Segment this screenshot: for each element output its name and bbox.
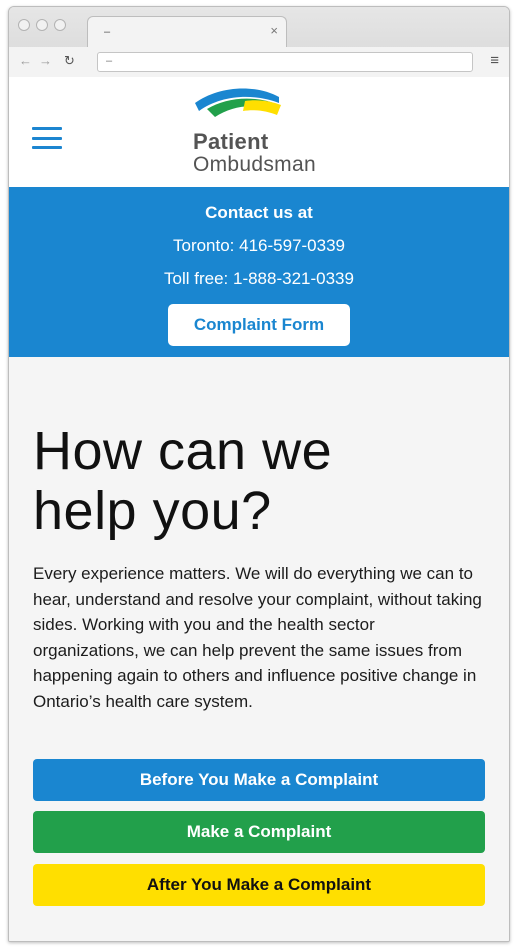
back-arrow-icon[interactable]: ← (19, 53, 32, 68)
close-window-icon[interactable] (18, 19, 30, 31)
contact-heading: Contact us at (205, 203, 313, 222)
toronto-phone[interactable]: Toronto: 416-597-0339 (172, 236, 346, 255)
logo-mark-icon (193, 85, 283, 121)
toll-free-phone[interactable]: Toll free: 1-888-321-0339 (164, 269, 354, 288)
site-header (9, 77, 509, 187)
patient-ombudsman-logo[interactable] (193, 85, 363, 181)
tab-close-icon[interactable]: × (270, 23, 278, 38)
complaint-form-button[interactable]: Complaint Form (168, 304, 350, 346)
tab-title: – (104, 26, 111, 38)
window-controls (18, 19, 66, 31)
reload-icon[interactable]: ↻ (64, 53, 75, 68)
page-title-line2: help you? (33, 481, 272, 541)
intro-paragraph: Every experience matters. We will do everything we can to hear, understand and resolve your complaint, without taking sides. Working with you and the health sector organizations, we can help prevent the same issues from happening again to others and influence positive change in Ontario’s health care system. (33, 564, 482, 711)
hamburger-menu-icon[interactable] (32, 127, 62, 149)
page-title (33, 421, 483, 541)
logo-text-ombudsman: Ombudsman (193, 153, 316, 176)
main-content (9, 357, 509, 942)
make-complaint-button[interactable]: Make a Complaint (33, 811, 485, 853)
minimize-window-icon[interactable] (36, 19, 48, 31)
logo-text-patient: Patient (193, 129, 269, 154)
forward-arrow-icon[interactable]: → (39, 53, 52, 68)
before-complaint-button[interactable]: Before You Make a Complaint (33, 759, 485, 801)
maximize-window-icon[interactable] (54, 19, 66, 31)
browser-menu-icon[interactable]: ≡ (490, 52, 499, 69)
after-complaint-button[interactable]: After You Make a Complaint (33, 864, 485, 906)
browser-window (8, 6, 510, 942)
contact-band (9, 187, 509, 357)
browser-tab[interactable] (87, 16, 287, 48)
browser-toolbar (9, 47, 509, 77)
page-title-line1: How can we (33, 421, 333, 481)
address-bar[interactable]: – (97, 52, 473, 72)
browser-chrome (9, 7, 509, 77)
